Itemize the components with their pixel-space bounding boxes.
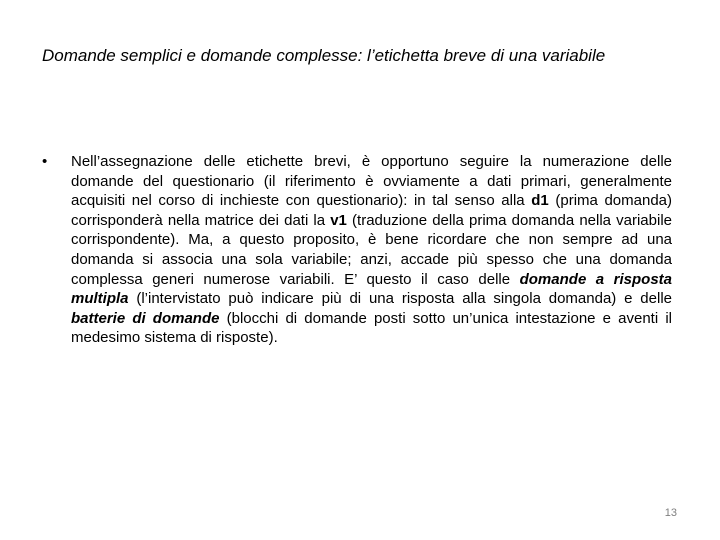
paragraph-text [71,153,672,346]
text-segment: (blocchi di domande posti sotto un’unica intestazione e aventi il medesimo sistema di risposte). [71,309,672,347]
term-multiple-response: domande a risposta multipla [71,270,673,308]
page-number: 13 [664,507,677,519]
term-question-battery: batterie di domande [71,309,220,327]
text-segment: (l’intervistato può indicare più di una risposta alla singola domanda) e delle [128,290,672,308]
text-segment: (prima domanda) corrisponderà nella matrice dei dati la [71,192,672,229]
bullet-item [42,152,672,348]
text-segment: Nell’assegnazione delle etichette brevi, è opportuno seguire la numerazione delle domande del questionario (il riferimento è ovviamente a dati primari, generalmente acquisiti nel corso di inchieste con questionario): in tal senso alla [71,153,672,210]
bold-term-v1: v1 [330,211,347,229]
bullet-icon: • [42,153,48,170]
bold-term-d1: d1 [531,192,549,210]
bullet-list [42,152,672,348]
slide-title: Domande semplici e domande complesse: l’etichetta breve di una variabile [42,46,606,65]
text-segment: (traduzione della prima domanda nella variabile corrispondente). Ma, a questo proposito, è bene ricordare che non sempre ad una domanda si associa una sola variabile; anzi, accade più spesso che una domanda complessa generi numerose variabili. E’ questo il caso delle [71,211,672,288]
